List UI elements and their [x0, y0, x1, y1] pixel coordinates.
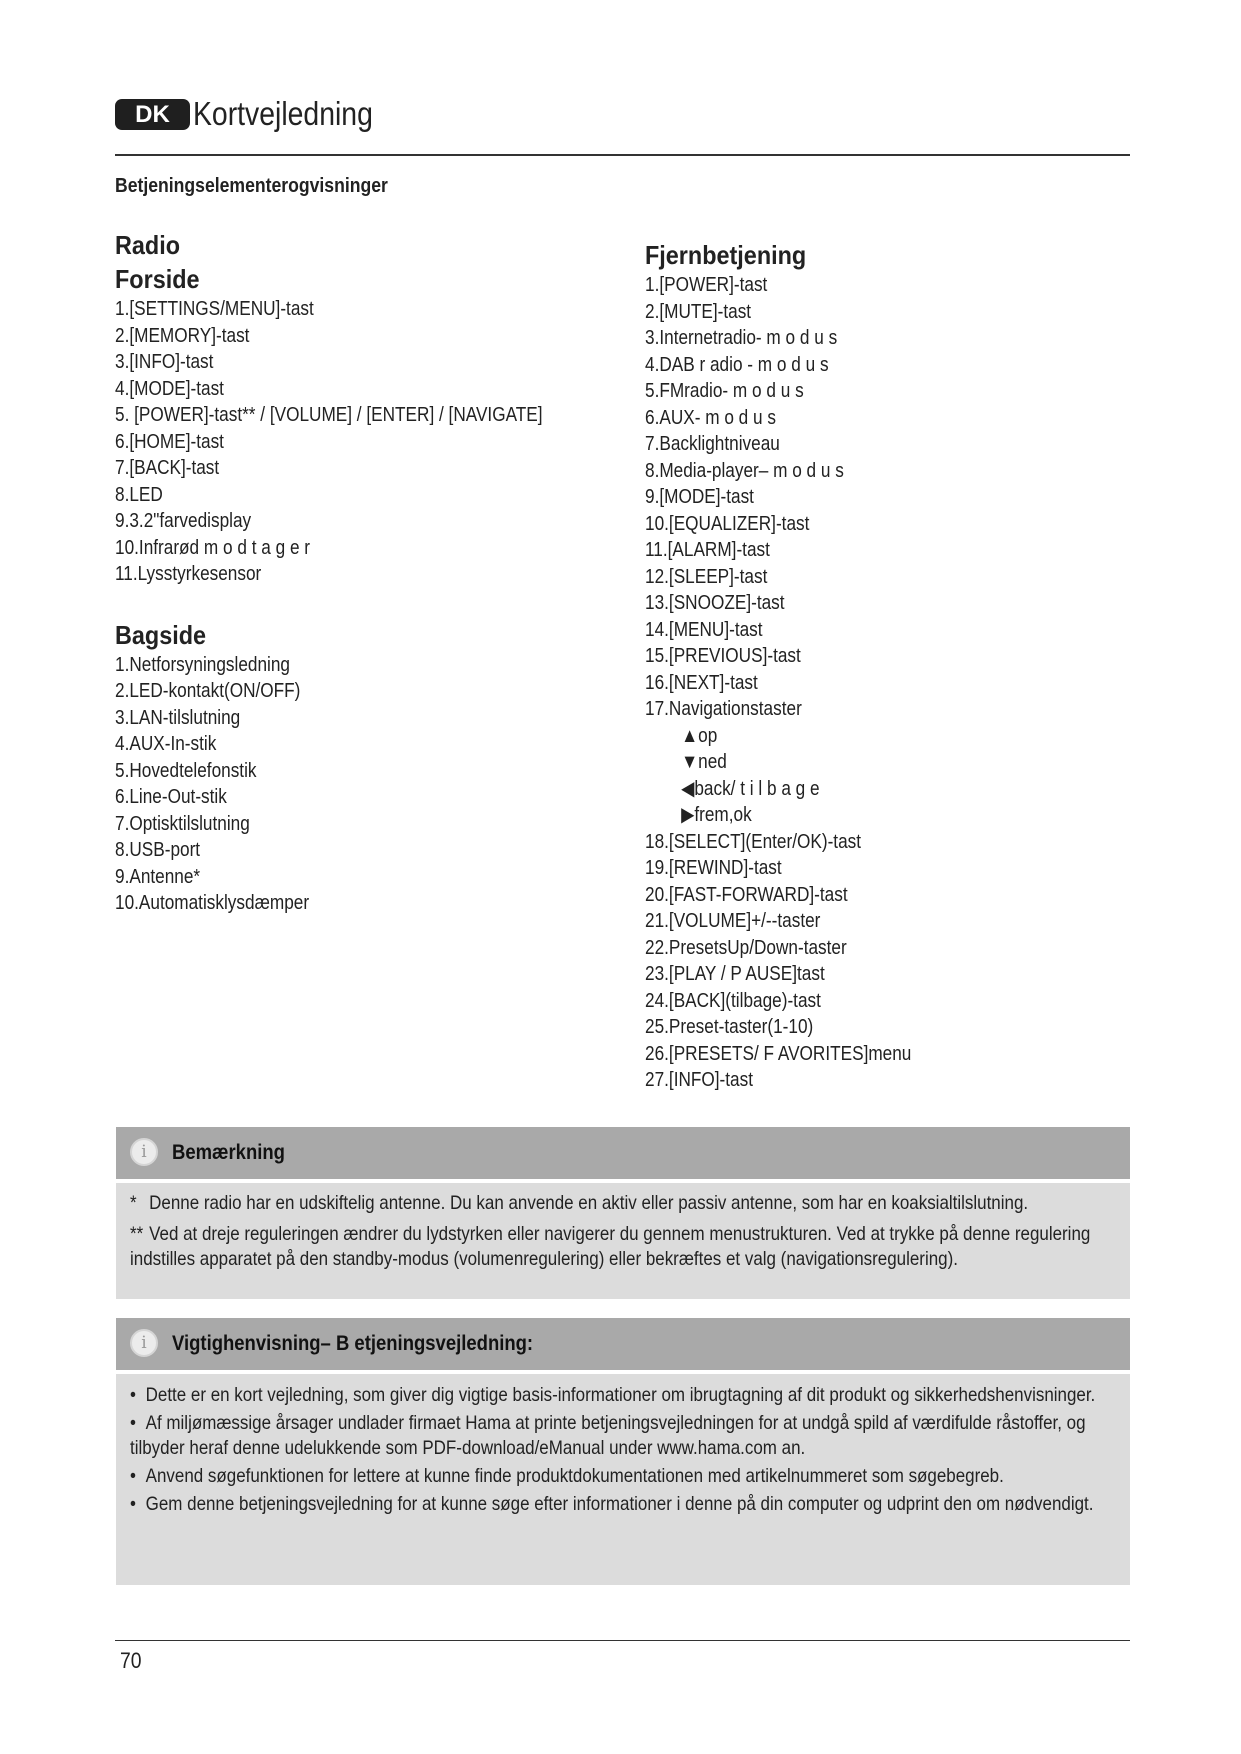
bullet-marker: • [130, 1412, 136, 1434]
list-item: 10.Infrarød m o d t a g e r [115, 536, 311, 559]
list-item: 9.3.2"farvedisplay [115, 510, 252, 532]
list-item: 6.AUX- m o d u s [645, 406, 776, 429]
bullet-text: Dette er en kort vejledning, som giver dig vigtige basis-informationer om ibrugtagning af dit produkt og sikkerhedshenvisninger. [145, 1384, 1096, 1406]
list-item: 8.Media-player– m o d u s [645, 459, 844, 482]
list-item: 9.[MODE]-tast [645, 486, 754, 508]
list-item: 5. [POWER]-tast** / [VOLUME] / [ENTER] / [NAVIGATE] [115, 404, 543, 426]
list-item: 7.Backlightniveau [645, 433, 780, 455]
list-item: 13.[SNOOZE]-tast [645, 592, 785, 614]
list-item: 4.[MODE]-tast [115, 377, 224, 400]
list-item: 3.Internetradio- m o d u s [645, 327, 838, 349]
page-number: 70 [120, 1648, 142, 1673]
list-item: 7.Optisktilslutning [115, 812, 250, 835]
important-title: Vigtighenvisning– B etjeningsvejledning: [172, 1332, 534, 1355]
list-item: 3.LAN-tilslutning [115, 706, 241, 729]
list-item: 2.[MEMORY]-tast [115, 324, 250, 347]
note-marker: * [130, 1192, 137, 1214]
note-entry [130, 1191, 1113, 1216]
back-heading: Bagside [115, 619, 207, 650]
list-item: 4.DAB r adio - m o d u s [645, 353, 829, 376]
important-content [116, 1374, 1130, 1585]
list-item: 23.[PLAY / P AUSE]tast [645, 963, 825, 985]
list-item: 24.[BACK](tilbage)-tast [645, 989, 821, 1012]
list-item: 16.[NEXT]-tast [645, 671, 758, 694]
list-item: 22.PresetsUp/Down-taster [645, 936, 847, 959]
note-header [116, 1127, 1130, 1179]
bullet-item [130, 1411, 1113, 1461]
list-item: 8.LED [115, 483, 163, 506]
list-item: 15.[PREVIOUS]-tast [645, 645, 801, 667]
list-item: 10.Automatisklysdæmper [115, 892, 310, 914]
bullet-item [130, 1492, 1113, 1517]
bullet-marker: • [130, 1465, 136, 1487]
info-icon: i [130, 1138, 158, 1166]
note-entry [130, 1222, 1113, 1272]
bullet-text: Af miljømæssige årsager undlader firmaet Hama at printe betjeningsvejledningen for at undgå spild af værdifulde råstoffer, og tilbyder heraf denne udelukkende som PDF-download/eManual under www.hama.com an. [130, 1412, 1086, 1459]
header-divider [115, 154, 1130, 156]
list-item: ▼ned [681, 751, 727, 773]
list-item: 5.FMradio- m o d u s [645, 380, 804, 402]
important-header [116, 1318, 1130, 1370]
list-item: 26.[PRESETS/ F AVORITES]menu [645, 1042, 912, 1065]
note-text: Ved at dreje reguleringen ændrer du lydstyrken eller navigerer du gennem menustrukturen. Ved at trykke på denne regulering indstilles apparatet på den standby-modus (volumenregulering) eller bekræftes et valg (navigationsregulering). [130, 1223, 1091, 1270]
bullet-marker: • [130, 1493, 136, 1515]
list-item: ◀back/ t i l b a g e [681, 777, 820, 800]
list-item: 4.AUX-In-stik [115, 733, 217, 755]
list-item: 27.[INFO]-tast [645, 1069, 754, 1091]
bullet-marker: • [130, 1384, 136, 1406]
radio-column [115, 228, 635, 917]
bullet-item [130, 1383, 1113, 1408]
list-item: 3.[INFO]-tast [115, 351, 214, 373]
list-item: 14.[MENU]-tast [645, 618, 763, 641]
front-heading: Forside [115, 264, 200, 294]
list-item: 1.[SETTINGS/MENU]-tast [115, 298, 314, 320]
section-heading: Betjeningselementerogvisninger [115, 175, 388, 197]
note-title: Bemærkning [172, 1141, 285, 1164]
list-item: 6.[HOME]-tast [115, 430, 224, 453]
list-item: 21.[VOLUME]+/--taster [645, 910, 821, 932]
note-content [116, 1183, 1130, 1299]
bullet-text: Gem denne betjeningsvejledning for at kunne søge efter informationer i denne på din computer og udprint den om nødvendigt. [145, 1493, 1094, 1515]
back-controls-list [115, 652, 635, 917]
radio-heading: Radio [115, 230, 181, 260]
info-icon: i [130, 1329, 158, 1357]
note-marker: ** [130, 1223, 144, 1245]
list-item: 8.USB-port [115, 839, 201, 861]
list-item: 11.[ALARM]-tast [645, 539, 770, 561]
list-item: 1.[POWER]-tast [645, 274, 768, 296]
bullet-text: Anvend søgefunktionen for lettere at kunne finde produktdokumentationen med artikelnummeret som søgebegreb. [145, 1465, 1004, 1487]
footer-divider [115, 1640, 1130, 1641]
list-item: 10.[EQUALIZER]-tast [645, 512, 810, 535]
list-item: ▲op [681, 724, 718, 747]
list-item: 9.Antenne* [115, 865, 201, 888]
remote-heading: Fjernbetjening [645, 240, 807, 270]
list-item: 2.LED-kontakt(ON/OFF) [115, 680, 301, 702]
list-item: 19.[REWIND]-tast [645, 857, 782, 879]
remote-column [645, 238, 1115, 1094]
list-item: ▶frem,ok [681, 804, 752, 826]
language-badge: DK [115, 99, 190, 130]
bullet-item [130, 1464, 1113, 1489]
list-item: 17.Navigationstaster [645, 698, 802, 720]
list-item: 25.Preset-taster(1-10) [645, 1016, 814, 1038]
note-text: Denne radio har en udskiftelig antenne. Du kan anvende en aktiv eller passiv antenne, som har en koaksialtilslutning. [149, 1192, 1029, 1214]
list-item: 7.[BACK]-tast [115, 457, 220, 479]
list-item: 12.[SLEEP]-tast [645, 565, 768, 588]
list-item: 6.Line-Out-stik [115, 786, 227, 808]
list-item: 11.Lysstyrkesensor [115, 563, 262, 585]
list-item: 1.Netforsyningsledning [115, 653, 290, 676]
list-item: 5.Hovedtelefonstik [115, 759, 257, 782]
page-title: Kortvejledning [193, 95, 373, 132]
remote-controls-list [645, 272, 1115, 1094]
front-controls-list [115, 296, 635, 588]
list-item: 2.[MUTE]-tast [645, 300, 752, 323]
list-item: 20.[FAST-FORWARD]-tast [645, 883, 848, 906]
list-item: 18.[SELECT](Enter/OK)-tast [645, 830, 862, 853]
